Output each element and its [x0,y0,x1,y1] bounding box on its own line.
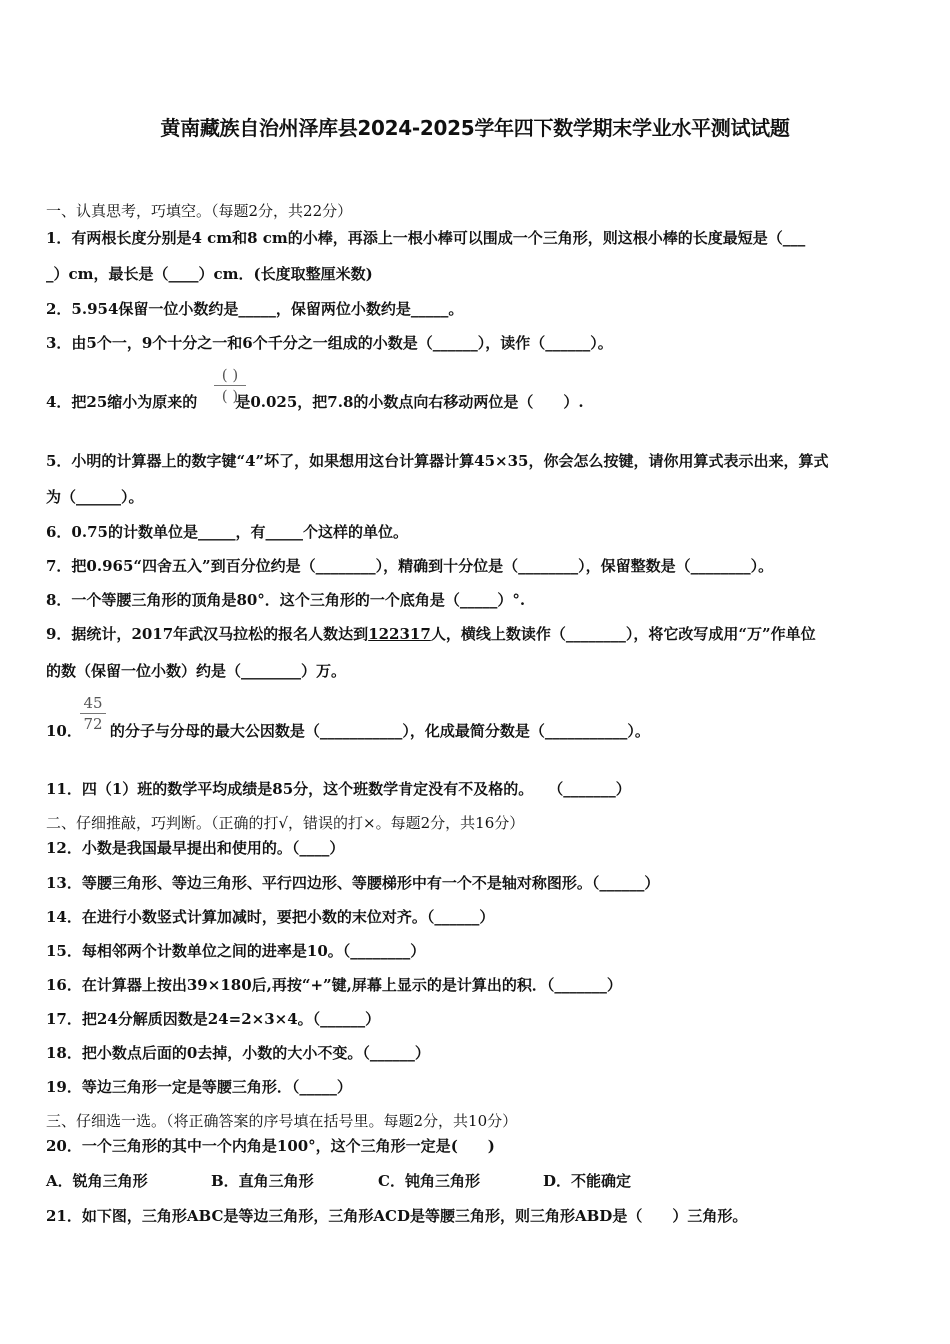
question-20-option-d: D．不能确定 [543,1172,632,1190]
question-7: 7．把0.965“四舍五入”到百分位约是（________），精确到十分位是（________），保留整数是（________）。 [46,557,774,575]
fraction-bar [80,713,106,714]
fraction-denominator: ( ) [221,387,239,405]
section-3-header: 三、仔细选一选。（将正确答案的序号填在括号里。每题2分，共10分） [46,1112,518,1130]
question-3: 3．由5个一，9个十分之一和6个千分之一组成的小数是（______），读作（______）。 [46,334,613,352]
question-9-prefix: 9．据统计，2017年武汉马拉松的报名人数达到 [46,625,369,643]
question-18: 18．把小数点后面的0去掉，小数的大小不变。（______） [46,1044,430,1062]
page-title: 黄南藏族自治州泽库县2024-2025学年四下数学期末学业水平测试试题 [160,116,790,140]
question-16: 16．在计算器上按出39×180后,再按“+”键,屏幕上显示的是计算出的积．（_______） [46,976,622,994]
question-2: 2．5.954保留一位小数约是_____，保留两位小数约是_____。 [46,300,464,318]
section-2-header: 二、仔细推敲，巧判断。（正确的打√，错误的打×。每题2分，共16分） [46,814,525,832]
question-20-option-b: B．直角三角形 [211,1172,314,1190]
question-9-underlined-number: 122317 [368,625,431,643]
question-5-line-1: 5．小明的计算器上的数字键“4”坏了，如果想用这台计算器计算45×35，你会怎么按键，请你用算式表示出来，算式 [46,452,829,470]
question-20-option-c: C．钝角三角形 [378,1172,480,1190]
question-11: 11．四（1）班的数学平均成绩是85分，这个班数学肯定没有不及格的。 （_______） [46,780,631,798]
question-10-fraction [80,694,106,733]
question-4-prefix: 4．把25缩小为原来的 [46,393,198,411]
fraction-denominator: 72 [83,715,103,733]
section-1-header: 一、认真思考，巧填空。（每题2分，共22分） [46,202,353,220]
question-17: 17．把24分解质因数是24=2×3×4。（______） [46,1010,381,1028]
question-6: 6．0.75的计数单位是_____，有_____个这样的单位。 [46,523,408,541]
question-20: 20．一个三角形的其中一个内角是100°，这个三角形一定是( ) [46,1137,495,1155]
question-4-suffix: 是0.025，把7.8的小数点向右移动两位是（ ）. [235,393,584,411]
fraction-numerator: 45 [83,694,103,712]
question-15: 15．每相邻两个计数单位之间的进率是10。（________） [46,942,426,960]
question-21: 21．如下图，三角形ABC是等边三角形，三角形ACD是等腰三角形，则三角形ABD是（ ）三角形。 [46,1207,748,1225]
question-10 [46,721,650,741]
question-4-fraction [214,366,246,405]
question-8: 8．一个等腰三角形的顶角是80°．这个三角形的一个底角是（_____）°. [46,591,526,609]
question-1-line-2: _）cm，最长是（____）cm．(长度取整厘米数) [46,265,373,283]
question-5-line-2: 为（______）。 [46,488,144,506]
question-9-line-1 [46,624,816,644]
question-20-option-a: A．锐角三角形 [46,1172,148,1190]
question-4 [46,392,584,412]
question-19: 19．等边三角形一定是等腰三角形．（_____） [46,1078,352,1096]
question-12: 12．小数是我国最早提出和使用的。（____） [46,839,345,857]
fraction-numerator: ( ) [221,366,239,384]
question-1-line-1: 1．有两根长度分别是4 cm和8 cm的小棒，再添上一根小棒可以围成一个三角形，则这根小棒的长度最短是（___ [46,229,806,247]
question-10-prefix: 10． [46,722,82,740]
question-9-line-2: 的数（保留一位小数）约是（________）万。 [46,662,347,680]
question-14: 14．在进行小数竖式计算加减时，要把小数的末位对齐。（______） [46,908,495,926]
question-10-suffix: 的分子与分母的最大公因数是（___________），化成最简分数是（___________）。 [109,722,650,740]
question-9-suffix: 人，横线上数读作（________），将它改写成用“万”作单位 [430,625,816,643]
question-13: 13．等腰三角形、等边三角形、平行四边形、等腰梯形中有一个不是轴对称图形。（______） [46,874,660,892]
fraction-bar [214,385,246,386]
